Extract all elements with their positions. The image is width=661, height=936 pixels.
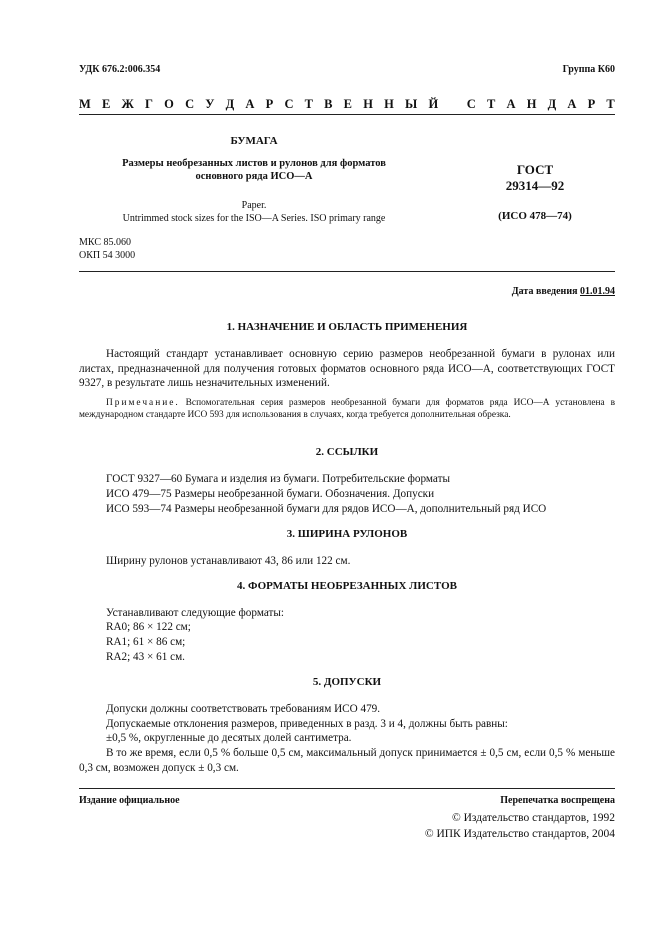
reference-item: ГОСТ 9327—60 Бумага и изделия из бумаги. Потребительские форматы — [106, 473, 450, 485]
section-3-text: Ширину рулонов устанавливают 43, 86 или 122 см. — [106, 555, 351, 567]
format-item: RA2; 43 × 61 см. — [106, 651, 185, 663]
section-1-heading: 1. НАЗНАЧЕНИЕ И ОБЛАСТЬ ПРИМЕНЕНИЯ — [226, 321, 468, 333]
subtitle-line-2: основного ряда ИСО—А — [195, 171, 313, 182]
footer-rule — [79, 788, 615, 789]
group-code: Группа К60 — [562, 64, 615, 75]
banner-letter: А — [506, 97, 516, 111]
effective-date — [512, 286, 615, 297]
banner-letter: Й — [428, 97, 439, 111]
section-5-heading: 5. ДОПУСКИ — [312, 676, 382, 688]
banner-letter: А — [245, 97, 255, 111]
reference-item: ИСО 593—74 Размеры необрезанной бумаги для рядов ИСО—А, дополнительный ряд ИСО — [106, 503, 547, 515]
copyright-1992: © Издательство стандартов, 1992 — [451, 812, 615, 824]
reference-item: ИСО 479—75 Размеры необрезанной бумаги. Обозначения. Допуски — [106, 488, 435, 500]
banner-gap — [449, 97, 455, 112]
section-5-line: ±0,5 %, округленные до десятых долей сантиметра. — [106, 732, 352, 744]
banner-letter: В — [324, 97, 333, 111]
copyright-2004: © ИПК Издательство стандартов, 2004 — [424, 828, 615, 840]
banner-letter: Т — [304, 97, 313, 111]
banner-letter: Р — [265, 97, 274, 111]
banner-letter: А — [567, 97, 577, 111]
banner-letter: Д — [547, 97, 557, 111]
section-1-note — [79, 397, 615, 421]
banner-letter: С — [185, 97, 195, 111]
format-item: RA1; 61 × 86 см; — [106, 636, 186, 648]
udk-code: УДК 676.2:006.354 — [79, 64, 161, 75]
section-1-text: Настоящий стандарт устанавливает основную серию размеров необрезанной бумаги в рулонах или листах, предназначенной для получения готовых форматов основного ряда ИСО—А, соответствующих ГОСТ 9327, в результате лишь незначительных изменений. — [79, 348, 615, 389]
gost-designation — [460, 162, 610, 194]
standard-banner — [79, 97, 615, 112]
mks-code: МКС 85.060 — [79, 237, 131, 248]
banner-letter: Ж — [121, 97, 134, 111]
section-4-intro: Устанавливают следующие форматы: — [106, 607, 285, 619]
subtitle-line-1: Размеры необрезанных листов и рулонов для форматов — [122, 158, 386, 169]
banner-letter: Н — [526, 97, 537, 111]
banner-letter: Н — [363, 97, 373, 111]
section-5-line: Допуски должны соответствовать требованиям ИСО 479. — [106, 703, 381, 715]
banner-letter: Г — [145, 97, 153, 111]
official-edition: Издание официальное — [79, 795, 180, 806]
section-4-heading: 4. ФОРМАТЫ НЕОБРЕЗАННЫХ ЛИСТОВ — [237, 580, 457, 592]
english-title-line-2: Untrimmed stock sizes for the ISO—A Series. ISO primary range — [122, 212, 386, 224]
banner-letter: Р — [587, 97, 596, 111]
english-title-line-1: Paper. — [241, 200, 267, 211]
effective-date-value: 01.01.94 — [580, 286, 615, 297]
gost-label: ГОСТ — [516, 162, 554, 177]
banner-letter: Д — [225, 97, 235, 111]
english-title — [79, 200, 429, 225]
banner-letter: Е — [343, 97, 353, 111]
banner-letter: У — [205, 97, 215, 111]
section-5-paragraph: В то же время, если 0,5 % больше 0,5 см, максимальный допуск принимается ± 0,5 см, если 0,5 % меньше 0,3 см, возможен допуск ± 0,3 см. — [79, 747, 615, 774]
effective-date-label: Дата введения — [511, 286, 578, 297]
classification-codes — [79, 237, 135, 262]
banner-letter: М — [79, 97, 91, 111]
banner-letter: Е — [101, 97, 111, 111]
codes-rule — [79, 271, 615, 272]
format-item: RA0; 86 × 122 см; — [106, 621, 191, 633]
banner-letter: О — [164, 97, 174, 111]
banner-letter: Н — [384, 97, 394, 111]
reprint-notice: Перепечатка воспрещена — [500, 795, 615, 806]
section-3-heading: 3. ШИРИНА РУЛОНОВ — [286, 528, 408, 540]
banner-letter: Т — [486, 97, 496, 111]
banner-letter: С — [466, 97, 476, 111]
banner-letter: С — [284, 97, 294, 111]
note-text: Вспомогательная серия размеров необрезанной бумаги для форматов ряда ИСО—А установлена в международном стандарте ИСО 593 для использования в случаях, когда требуется дополнительная обрезка. — [79, 398, 615, 420]
document-subtitle — [79, 157, 429, 183]
note-label: Примечание. — [106, 398, 180, 408]
banner-letter: Ы — [405, 97, 418, 111]
iso-equivalent: (ИСО 478—74) — [498, 210, 572, 222]
header-rule — [79, 114, 615, 115]
section-5-line: Допускаемые отклонения размеров, приведенных в разд. 3 и 4, должны быть равны: — [106, 718, 508, 730]
banner-letter: Т — [606, 97, 615, 111]
okp-code: ОКП 54 3000 — [79, 249, 136, 261]
document-title: БУМАГА — [230, 135, 278, 147]
gost-number: 29314—92 — [505, 178, 565, 193]
section-2-heading: 2. ССЫЛКИ — [315, 446, 379, 458]
